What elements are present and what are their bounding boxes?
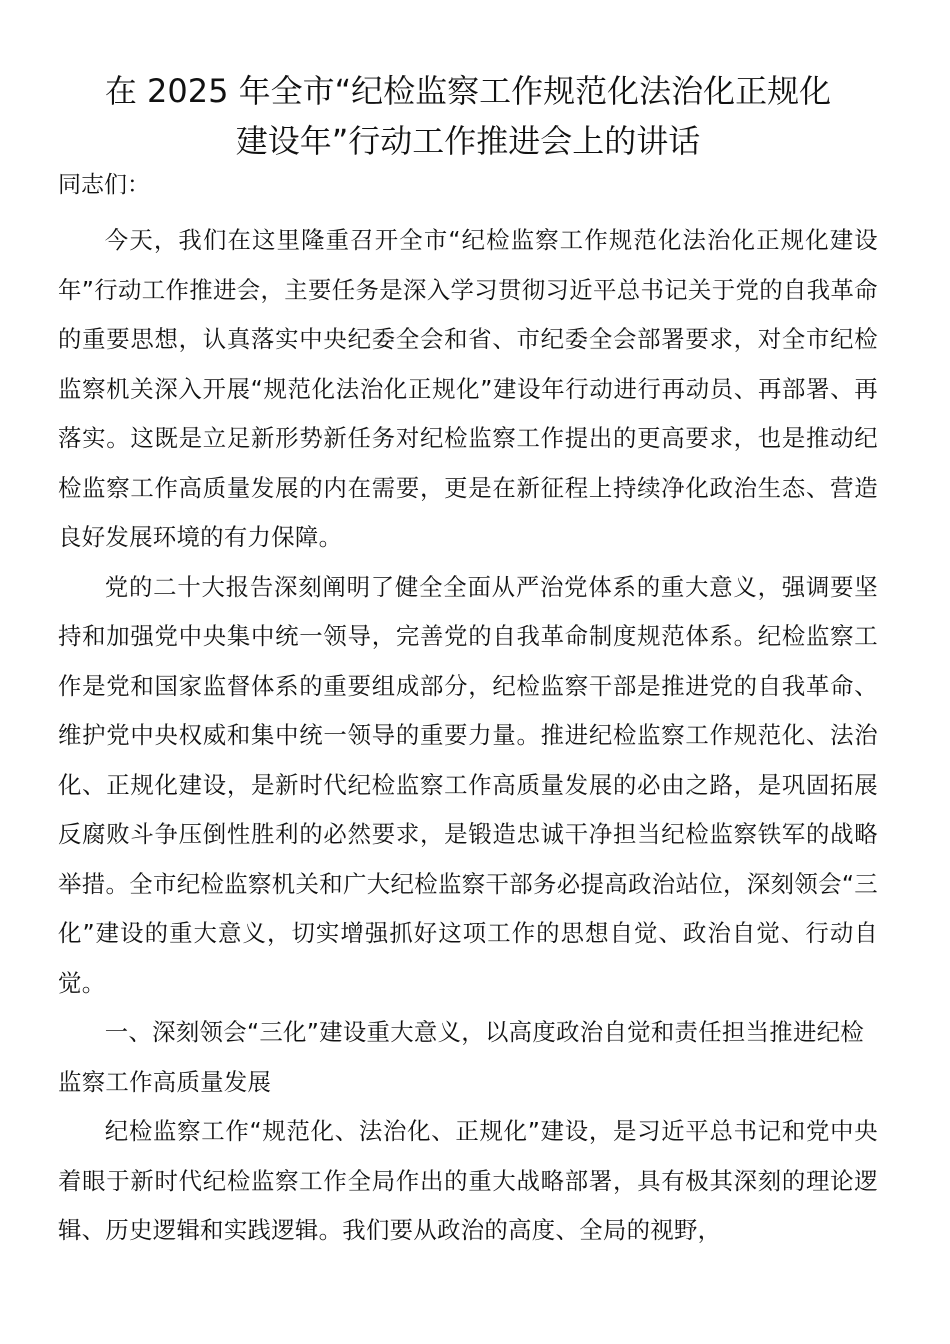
section-heading: 一、深刻领会“三化”建设重大意义，以高度政治自觉和责任担当推进纪检监察工作高质量发展 [58,1018,865,1096]
body-paragraph: 纪检监察工作“规范化、法治化、正规化”建设，是习近平总书记和党中央着眼于新时代纪检监察工作全局作出的重大战略部署，具有极其深刻的理论逻辑、历史逻辑和实践逻辑。我们要从政治的高度、全局的视野， [58,1117,878,1244]
title-line-2: 建设年”行动工作推进会上的讲话 [235,122,701,160]
body-paragraph: 党的二十大报告深刻阐明了健全全面从严治党体系的重大意义，强调要坚持和加强党中央集中统一领导，完善党的自我革命制度规范体系。纪检监察工作是党和国家监督体系的重要组成部分，纪检监察干部是推进党的自我革命、维护党中央权威和集中统一领导的重要力量。推进纪检监察工作规范化、法治化、正规化建设，是新时代纪检监察工作高质量发展的必由之路，是巩固拓展反腐败斗争压倒性胜利的必然要求，是锻造忠诚干净担当纪检监察铁军的战略举措。全市纪检监察机关和广大纪检监察干部务必提高政治站位，深刻领会“三化”建设的重大意义，切实增强抓好这项工作的思想自觉、政治自觉、行动自觉。 [58,572,878,997]
document-page [58,66,878,1256]
salutation: 同志们： [58,172,150,198]
body-paragraph: 今天，我们在这里隆重召开全市“纪检监察工作规范化法治化正规化建设年”行动工作推进会，主要任务是深入学习贯彻习近平总书记关于党的自我革命的重要思想，认真落实中央纪委全会和省、市纪委全会部署要求，对全市纪检监察机关深入开展“规范化法治化正规化”建设年行动进行再动员、再部署、再落实。这既是立足新形势新任务对纪检监察工作提出的更高要求，也是推动纪检监察工作高质量发展的内在需要，更是在新征程上持续净化政治生态、营造良好发展环境的有力保障。 [58,226,878,551]
title-line-1: 在 2025 年全市“纪检监察工作规范化法治化正规化 [104,72,832,110]
document-title [58,66,878,166]
